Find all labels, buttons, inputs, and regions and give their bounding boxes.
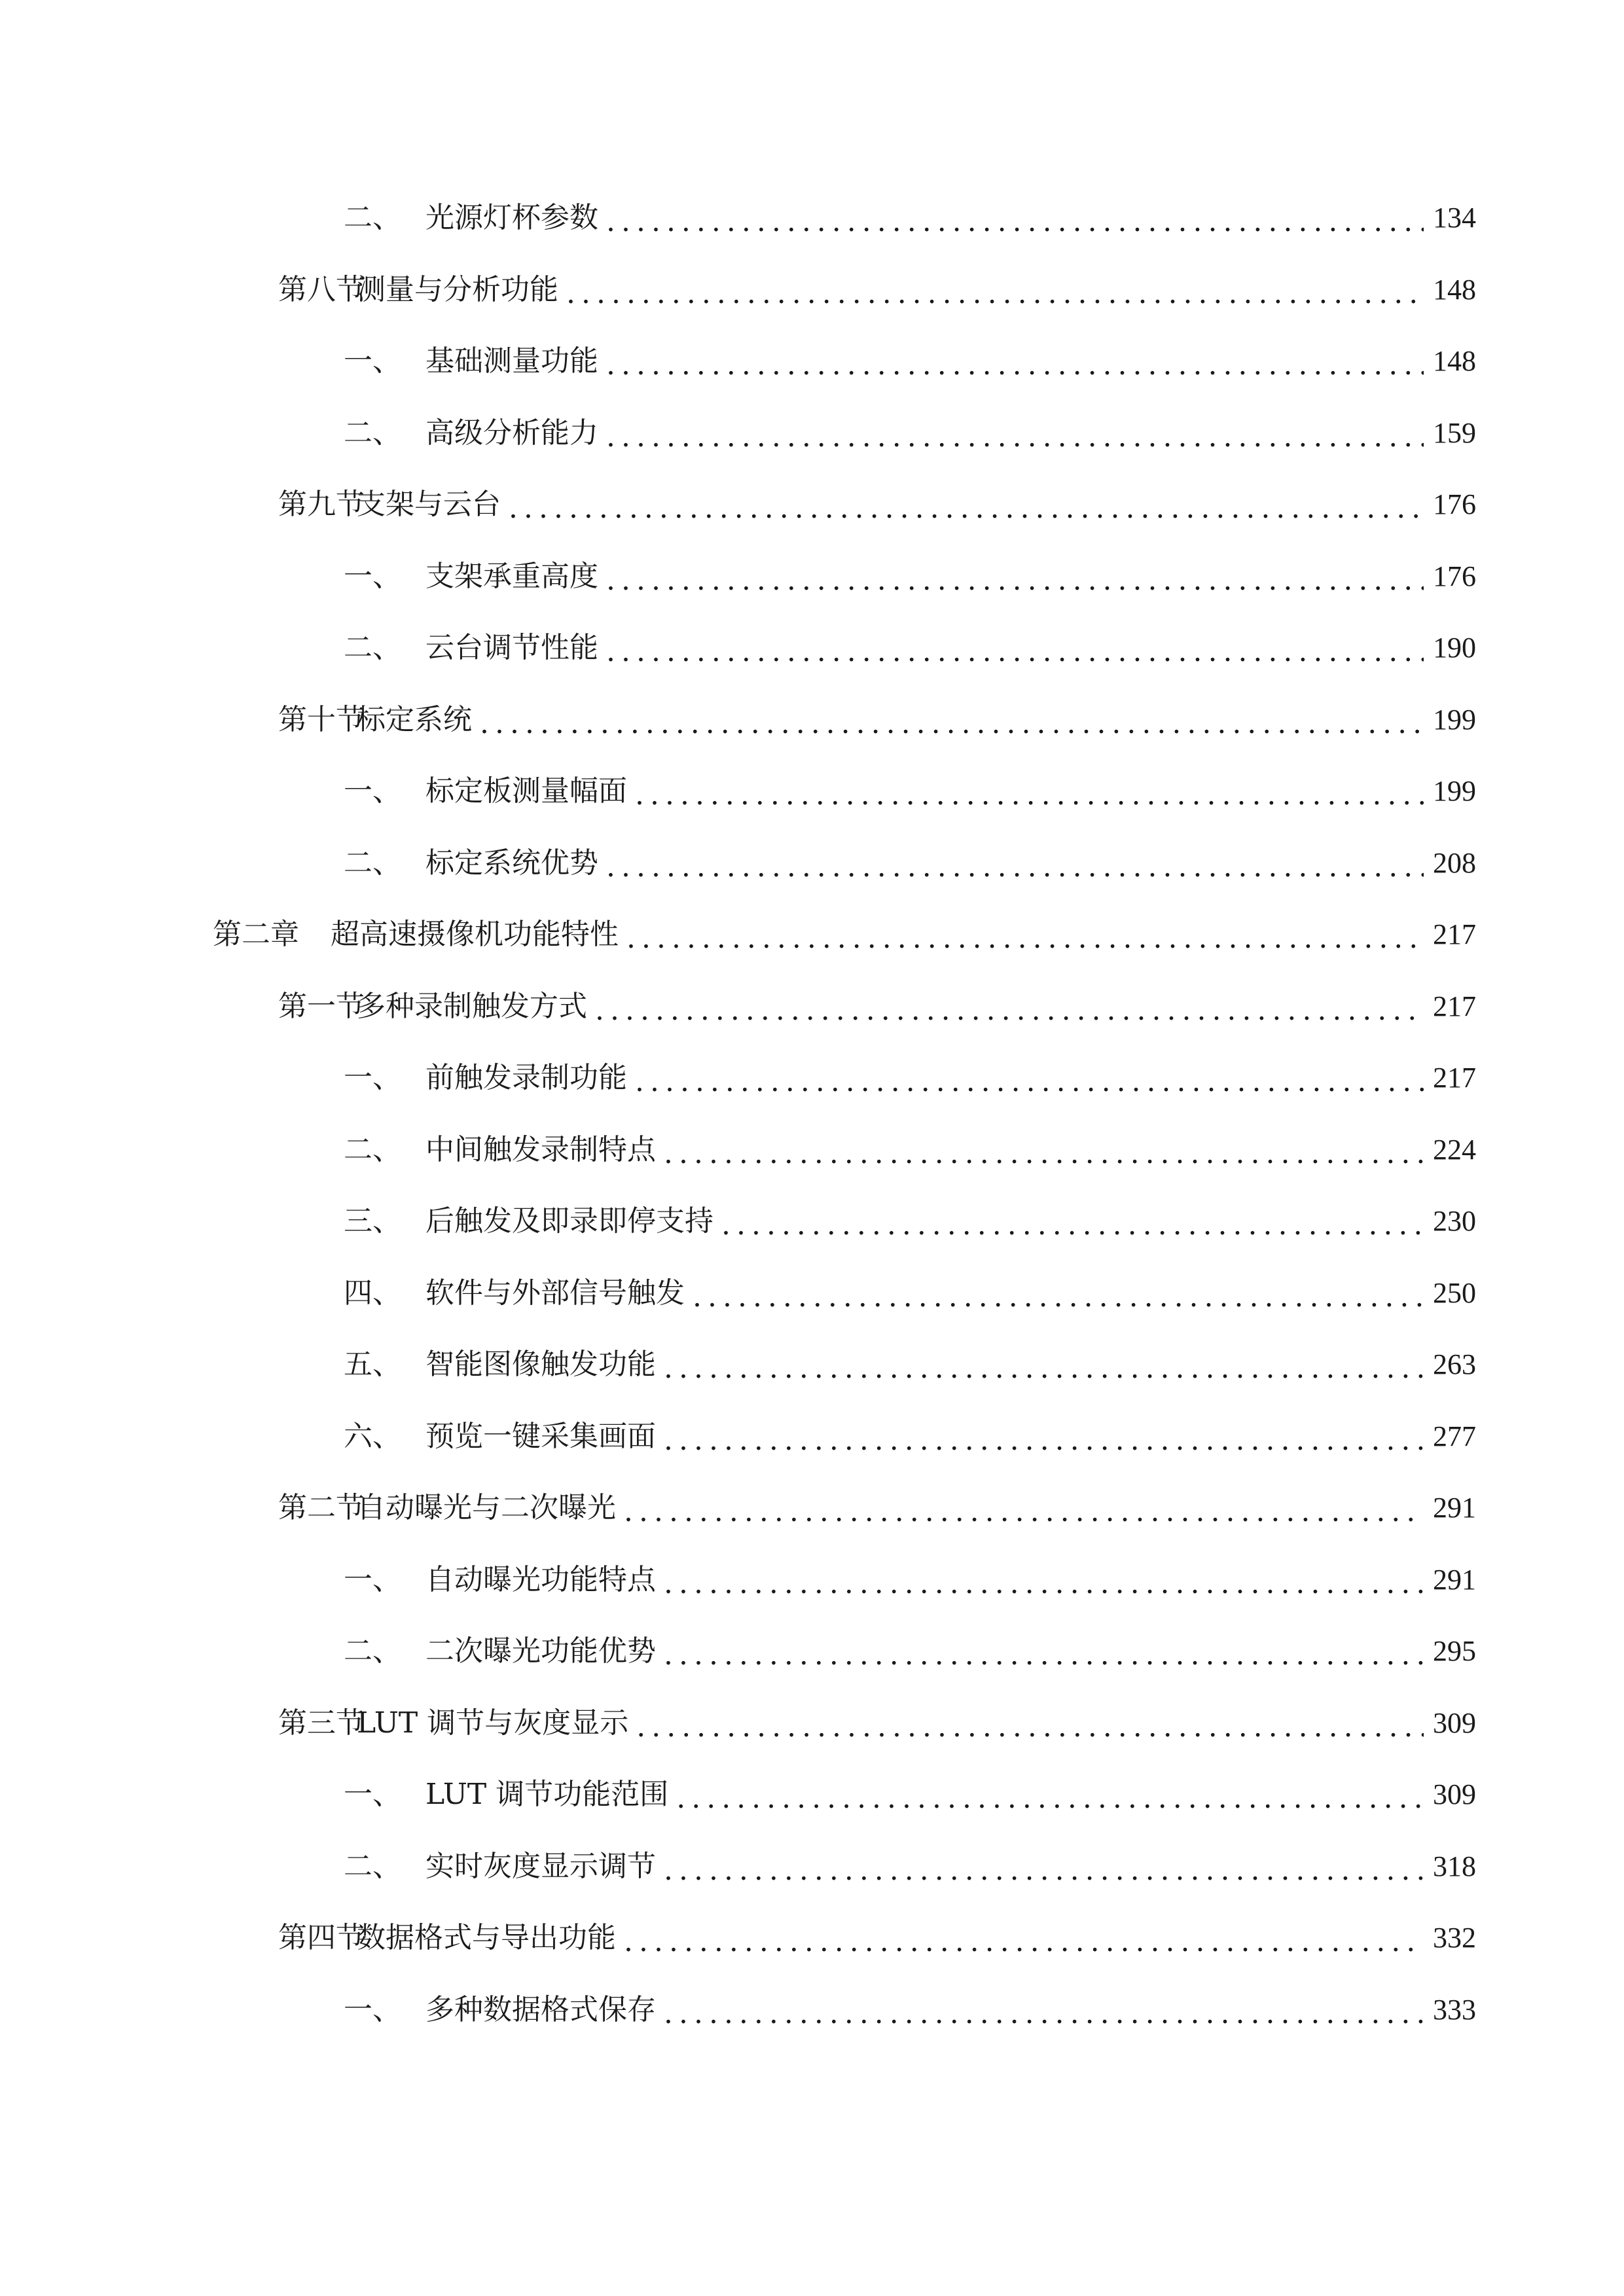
toc-entry-page-number: 190 xyxy=(1433,632,1476,664)
toc-entry-title: 中间触发录制特点 xyxy=(425,1133,656,1166)
toc-entry-title: 智能图像触发功能 xyxy=(425,1348,656,1381)
dot-leader xyxy=(624,1498,1424,1526)
dot-leader xyxy=(509,494,1424,523)
toc-entry-page-number: 332 xyxy=(1433,1922,1476,1954)
toc-entry-number: 第二节 xyxy=(278,1491,365,1524)
toc-entry-label xyxy=(344,1422,656,1451)
toc-entry-number: 第四节 xyxy=(278,1921,365,1954)
toc-entry[interactable] xyxy=(278,684,1476,756)
toc-entry-number: 一、 xyxy=(344,1778,401,1811)
toc-entry-number: 二、 xyxy=(344,201,401,234)
toc-entry-page-number: 309 xyxy=(1433,1778,1476,1810)
toc-entry-title: 后触发及即录即停支持 xyxy=(425,1204,713,1238)
toc-entry-number: 一、 xyxy=(344,560,401,593)
toc-entry-label xyxy=(278,703,472,736)
dot-leader xyxy=(664,1856,1424,1885)
dot-leader xyxy=(626,924,1424,953)
toc-entry-label xyxy=(278,992,587,1021)
toc-entry-title: 实时灰度显示调节 xyxy=(425,1850,656,1883)
dot-leader xyxy=(480,709,1424,738)
toc-entry-page-number: 134 xyxy=(1433,202,1476,234)
toc-entry-label xyxy=(344,344,598,378)
toc-entry[interactable] xyxy=(344,182,1476,254)
toc-entry[interactable] xyxy=(278,1687,1476,1759)
toc-entry-label xyxy=(278,490,501,519)
toc-entry-title: 数据格式与导出功能 xyxy=(357,1921,616,1954)
toc-entry[interactable] xyxy=(278,254,1476,326)
dot-leader xyxy=(664,1354,1424,1383)
toc-entry[interactable] xyxy=(344,1114,1476,1186)
toc-entry-number: 第三节 xyxy=(278,1706,365,1740)
toc-entry-page-number: 208 xyxy=(1433,847,1476,879)
toc-entry-page-number: 295 xyxy=(1433,1635,1476,1667)
toc-entry-number: 一、 xyxy=(344,1563,401,1596)
toc-entry-title: 多种数据格式保存 xyxy=(425,1993,656,2026)
dot-leader xyxy=(664,1426,1424,1455)
dot-leader xyxy=(664,1641,1424,1670)
dot-leader xyxy=(624,1928,1424,1956)
toc-entry[interactable] xyxy=(344,1974,1476,2046)
toc-entry-title: 标定系统 xyxy=(357,703,472,736)
toc-entry-label xyxy=(344,774,627,808)
toc-entry-page-number: 199 xyxy=(1433,775,1476,807)
toc-entry-label xyxy=(278,1921,616,1954)
toc-entry-page-number: 224 xyxy=(1433,1134,1476,1166)
toc-entry-number: 二、 xyxy=(344,631,401,664)
toc-entry-label xyxy=(344,631,598,664)
toc-entry-page-number: 217 xyxy=(1433,1062,1476,1094)
toc-entry-title: 云台调节性能 xyxy=(425,631,598,664)
dot-leader xyxy=(606,637,1424,666)
dot-leader xyxy=(635,781,1424,810)
toc-entry-page-number: 263 xyxy=(1433,1348,1476,1380)
toc-entry-label xyxy=(344,416,598,450)
toc-entry[interactable] xyxy=(344,325,1476,397)
toc-entry-title: 自动曝光功能特点 xyxy=(425,1563,656,1596)
toc-entry[interactable] xyxy=(344,397,1476,469)
dot-leader xyxy=(606,351,1424,380)
toc-entry-page-number: 277 xyxy=(1433,1420,1476,1452)
toc-entry-number: 二、 xyxy=(344,1850,401,1883)
toc-entry[interactable] xyxy=(278,971,1476,1043)
toc-entry-number: 二、 xyxy=(344,1133,401,1166)
toc-entry-number: 一、 xyxy=(344,344,401,378)
dot-leader xyxy=(693,1283,1424,1312)
toc-entry-number: 六、 xyxy=(344,1420,401,1453)
toc-entry-label xyxy=(344,1350,656,1379)
toc-entry-title: 支架承重高度 xyxy=(425,560,598,593)
toc-entry[interactable] xyxy=(344,1615,1476,1687)
dot-leader xyxy=(595,996,1424,1025)
dot-leader xyxy=(636,1713,1424,1742)
toc-entry-number: 第一节 xyxy=(278,990,365,1023)
toc-entry-title: 二次曝光功能优势 xyxy=(425,1634,656,1668)
toc-entry-number: 五、 xyxy=(344,1348,401,1381)
toc-entry-page-number: 217 xyxy=(1433,918,1476,950)
toc-entry-page-number: 250 xyxy=(1433,1277,1476,1309)
toc-entry-number: 一、 xyxy=(344,1061,401,1094)
toc-entry-label xyxy=(344,1204,713,1238)
toc-entry[interactable] xyxy=(213,899,1476,971)
toc-entry-title: LUT 调节与灰度显示 xyxy=(357,1706,629,1740)
toc-entry-number: 第十节 xyxy=(278,703,365,736)
dot-leader xyxy=(664,2000,1424,2028)
toc-entry[interactable] xyxy=(344,755,1476,827)
toc-entry-label xyxy=(278,273,558,306)
toc-entry-number: 一、 xyxy=(344,1993,401,2026)
toc-entry-page-number: 148 xyxy=(1433,274,1476,306)
toc-entry-title: 标定系统优势 xyxy=(425,846,598,880)
dot-leader xyxy=(635,1067,1424,1096)
toc-entry-number: 二、 xyxy=(344,846,401,880)
dot-leader xyxy=(721,1211,1424,1240)
toc-entry-label xyxy=(213,920,619,949)
toc-entry-number: 第二章 xyxy=(213,918,299,951)
toc-entry-label xyxy=(344,1061,627,1094)
toc-entry-label xyxy=(344,1993,656,2026)
toc-entry-number: 第九节 xyxy=(278,488,365,521)
toc-entry-page-number: 309 xyxy=(1433,1707,1476,1739)
toc-entry-title: 自动曝光与二次曝光 xyxy=(357,1491,616,1524)
toc-entry-title: 前触发录制功能 xyxy=(425,1061,627,1094)
toc-entry[interactable] xyxy=(344,1831,1476,1903)
toc-entry-label xyxy=(344,1276,685,1310)
toc-entry-label xyxy=(344,562,598,591)
toc-entry-label xyxy=(344,201,598,234)
toc-entry-number: 四、 xyxy=(344,1276,401,1310)
toc-entry-page-number: 159 xyxy=(1433,417,1476,449)
toc-entry[interactable] xyxy=(278,1902,1476,1974)
toc-entry-label xyxy=(278,1706,629,1740)
dot-leader xyxy=(664,1139,1424,1168)
toc-entry[interactable] xyxy=(344,1042,1476,1114)
toc-entry-number: 第八节 xyxy=(278,273,365,306)
toc-entry-title: 标定板测量幅面 xyxy=(425,774,627,808)
dot-leader xyxy=(664,1570,1424,1598)
toc-entry-title: 基础测量功能 xyxy=(425,344,598,378)
toc-entry-page-number: 199 xyxy=(1433,704,1476,736)
toc-entry[interactable] xyxy=(344,1544,1476,1616)
toc-entry-label xyxy=(344,1563,656,1596)
toc-entry-page-number: 291 xyxy=(1433,1492,1476,1524)
toc-entry-number: 二、 xyxy=(344,416,401,450)
toc-entry-page-number: 318 xyxy=(1433,1850,1476,1882)
toc-entry-label xyxy=(344,846,598,880)
dot-leader xyxy=(606,566,1424,595)
toc-entry-number: 二、 xyxy=(344,1634,401,1668)
toc-entry-title: LUT 调节功能范围 xyxy=(425,1778,669,1811)
toc-entry-label xyxy=(344,1634,656,1668)
toc-entry-number: 三、 xyxy=(344,1204,401,1238)
toc-entry-label xyxy=(278,1491,616,1524)
toc-entry-page-number: 148 xyxy=(1433,345,1476,377)
toc-entry-label xyxy=(344,1133,656,1166)
toc-entry-title: 软件与外部信号触发 xyxy=(425,1276,685,1310)
toc-entry[interactable] xyxy=(344,1257,1476,1329)
toc-entry-page-number: 230 xyxy=(1433,1205,1476,1237)
toc-entry-number: 一、 xyxy=(344,774,401,808)
toc-entry-page-number: 176 xyxy=(1433,488,1476,520)
toc-entry-title: 测量与分析功能 xyxy=(357,273,558,306)
toc-entry-label xyxy=(344,1780,668,1809)
toc-entry-page-number: 176 xyxy=(1433,560,1476,592)
toc-entry-title: 预览一键采集画面 xyxy=(425,1420,656,1453)
toc-entry-label xyxy=(344,1852,656,1881)
toc-entry[interactable] xyxy=(344,827,1476,899)
dot-leader xyxy=(606,853,1424,882)
toc-entry[interactable] xyxy=(344,1401,1476,1473)
dot-leader xyxy=(566,279,1424,308)
toc-entry-title: 多种录制触发方式 xyxy=(357,990,587,1023)
toc-entry-title: 超高速摄像机功能特性 xyxy=(331,918,619,951)
toc-entry-title: 支架与云台 xyxy=(357,488,501,521)
toc-entry[interactable] xyxy=(344,1329,1476,1401)
toc-entry[interactable] xyxy=(278,1472,1476,1544)
dot-leader xyxy=(606,207,1424,236)
toc-entry[interactable] xyxy=(344,612,1476,684)
toc-entry[interactable] xyxy=(344,1185,1476,1257)
toc-entry[interactable] xyxy=(344,541,1476,613)
toc-entry[interactable] xyxy=(278,469,1476,541)
toc-entry-title: 高级分析能力 xyxy=(425,416,598,450)
toc-entry-page-number: 217 xyxy=(1433,990,1476,1022)
toc-entry-title: 光源灯杯参数 xyxy=(425,201,598,234)
toc-entry-page-number: 291 xyxy=(1433,1564,1476,1596)
toc-entry[interactable] xyxy=(344,1759,1476,1831)
dot-leader xyxy=(676,1784,1424,1813)
toc-entry-page-number: 333 xyxy=(1433,1994,1476,2026)
dot-leader xyxy=(606,423,1424,452)
